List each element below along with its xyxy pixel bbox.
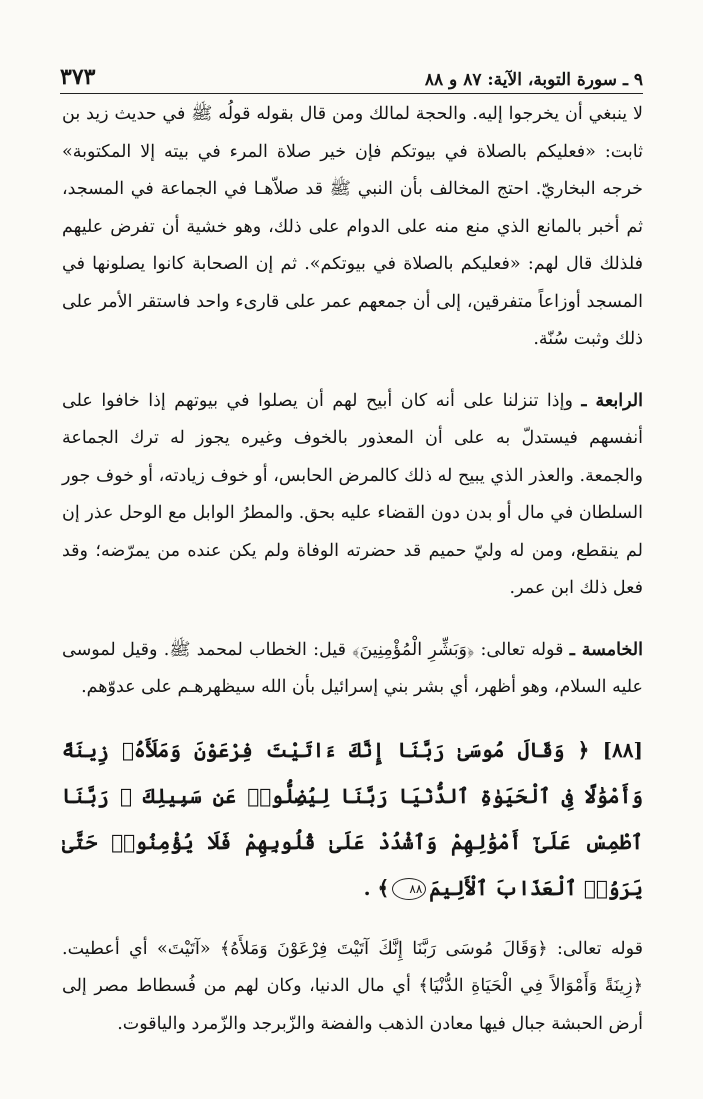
paragraph-verse-commentary: قوله تعالى: ﴿وَقَالَ مُوسَى رَبَّنَا إِنَّكَ آتَيْتَ فِرْعَوْنَ وَمَلأَهُ﴾ «آتَيْتَ» أي أعطيت. ﴿زِينَةً وَأَمْوَالاً فِي الْحَيَاةِ الدُّنْيَا﴾ أي مال الدنيا، وكان لهم من فُسطاط مصر إلى أرض الحبشة جبال فيها معادن الذهب والفضة والزّبرجد والزّمرد والياقوت. xyxy=(62,938,643,1034)
fourth-point-heading: الرابعة ـ xyxy=(581,390,643,411)
paragraph-fifth-point xyxy=(62,632,643,707)
running-header xyxy=(60,56,643,94)
verse-number: [٨٨] xyxy=(602,737,643,762)
fourth-point-text: وإذا تنزلنا على أنه كان أبيح لهم أن يصلوا في بيوتهم إذا خافوا على أنفسهم فيستدلّ به على أن المعذور بالخوف وغيره يجوز له ترك الجماعة والجمعة. والعذر الذي يبيح له ذلك كالمرض الحابس، أو خوف زيادته، أو خوف جور السلطان في مال أو بدن دون القضاء عليه بحق. والمطرُ الوابل مع الوحل عذر إن لم ينقطع، ومن له وليّ حميم قد حضرته الوفاة ولم يكن عنده من يمرّضه؛ وقد فعل ذلك ابن عمر. xyxy=(62,390,643,598)
quran-verse-88 xyxy=(62,727,643,911)
verse-text: ﴿ وَقَالَ مُوسَىٰ رَبَّنَا إِنَّكَ ءَاتَيْتَ فِرْعَوْنَ وَمَلَأَهُۥ زِينَةً وَأَمْوَٰلًا فِى ٱلْحَيَوٰةِ ٱلدُّنْيَا رَبَّنَا لِيُضِلُّوا۟ عَن سَبِيلِكَ ۖ رَبَّنَا ٱطْمِسْ عَلَىٰٓ أَمْوَٰلِهِمْ وَٱشْدُدْ عَلَىٰ قُلُوبِهِمْ فَلَا يُؤْمِنُوا۟ حَتَّىٰ يَرَوُا۟ ٱلْعَذَابَ ٱلْأَلِيمَ xyxy=(62,737,644,900)
paragraph-fourth-point xyxy=(62,383,643,608)
page-number: ٣٧٣ xyxy=(60,64,96,90)
page-body xyxy=(62,96,643,1043)
verse-close: ﴾ . xyxy=(363,875,390,900)
running-title: ٩ ـ سورة التوبة، الآية: ٨٧ و ٨٨ xyxy=(424,70,643,90)
ayah-end-marker: ٨٨ xyxy=(392,878,426,900)
paragraph-hadith-argument: لا ينبغي أن يخرجوا إليه. والحجة لمالك ومن قال بقوله قولُه ﷺ في حديث زيد بن ثابت: «فعليكم بالصلاة في بيوتكم فإن خير صلاة المرء في بيته إلا المكتوبة» خرجه البخاريّ. احتج المخالف بأن النبي ﷺ قد صلاّهـا في الجماعة في المسجد، ثم أخبر بالمانع الذي منع منه على الدوام على ذلك، وهو خشية أن تفرض عليهم فلذلك قال لهم: «فعليكم بالصلاة في بيوتكم». ثم إن الصحابة كانوا يصلونها في المسجد أوزاعاً متفرقين، إلى أن جمعهم عمر على قارىء واحد فاستقر الأمر على ذلك وثبت سُنّة. xyxy=(62,104,643,349)
fifth-point-text: قوله تعالى: ﴿وَبَشِّرِ الْمُؤْمِنِينَ﴾ قيل: الخطاب لمحمد ﷺ. وقيل لموسى عليه السلام، وهو أظهر، أي بشر بني إسرائيل بأن الله سيظهرهـم على عدوّهم. xyxy=(62,639,643,697)
fifth-point-heading: الخامسة ـ xyxy=(569,639,643,660)
